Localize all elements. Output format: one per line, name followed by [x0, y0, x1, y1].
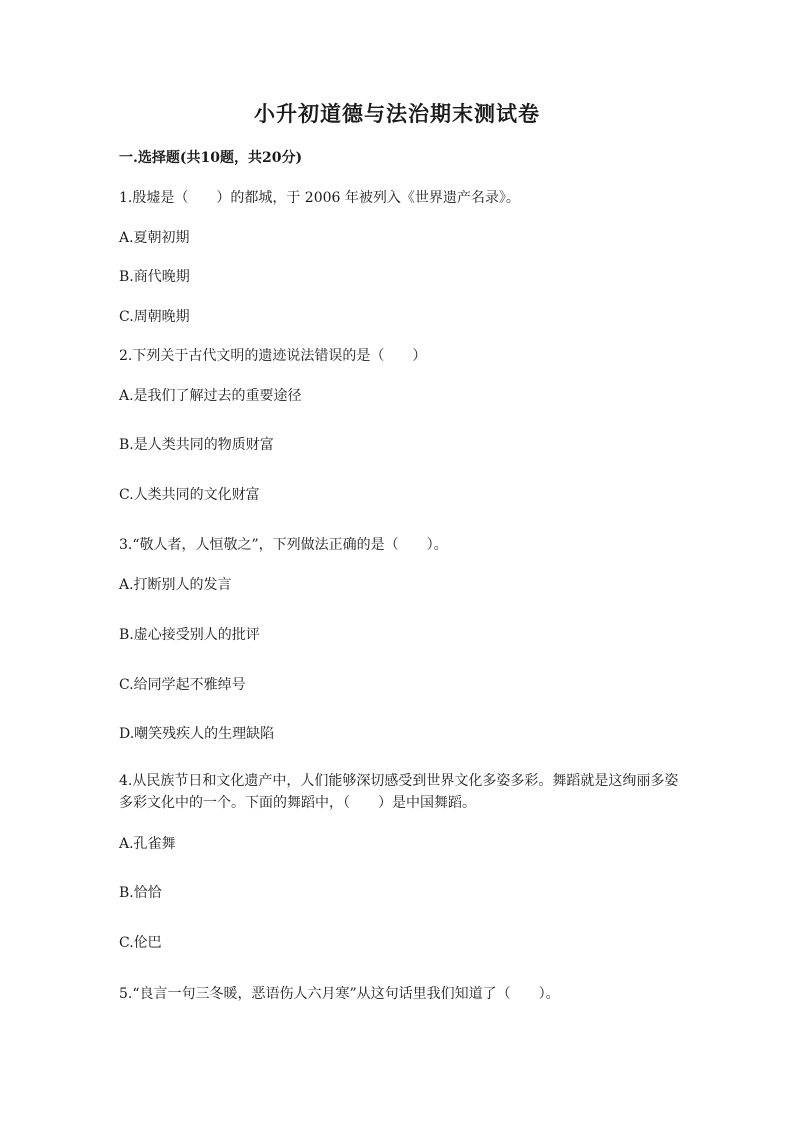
- question-2-stem: 2.下列关于古代文明的遗迹说法错误的是（ ）: [119, 348, 427, 364]
- section-heading: 一.选择题(共10题，共20分): [119, 150, 303, 166]
- question-5-stem: 5.“良言一句三冬暖，恶语伤人六月寒”从这句话里我们知道了（ ）。: [119, 986, 560, 1002]
- question-1-stem: 1.殷墟是（ ）的都城，于 2006 年被列入《世界遗产名录》。: [119, 190, 520, 206]
- question-1-option-b: B.商代晚期: [119, 269, 190, 285]
- question-3-option-d: D.嘲笑残疾人的生理缺陷: [119, 726, 275, 742]
- question-4-option-b: B.恰恰: [119, 885, 162, 901]
- question-4-option-c: C.伦巴: [119, 935, 162, 951]
- question-1-option-a: A.夏朝初期: [119, 230, 190, 246]
- question-4-stem: 4.从民族节日和文化遗产中，人们能够深切感受到世界文化多姿多彩。舞蹈就是这绚丽多姿多彩文化中的一个。下面的舞蹈中，（ ）是中国舞蹈。: [119, 773, 679, 811]
- question-2-option-a: A.是我们了解过去的重要途径: [119, 388, 302, 404]
- page-title: 小升初道德与法治期末测试卷: [254, 101, 540, 126]
- question-2-option-c: C.人类共同的文化财富: [119, 487, 260, 503]
- question-1-option-c: C.周朝晚期: [119, 309, 190, 325]
- question-3-stem: 3.“敬人者，人恒敬之”，下列做法正确的是（ ）。: [119, 537, 448, 553]
- question-3-option-b: B.虚心接受别人的批评: [119, 627, 260, 643]
- question-2-option-b: B.是人类共同的物质财富: [119, 437, 274, 453]
- question-4-option-a: A.孔雀舞: [119, 836, 176, 852]
- question-3-option-a: A.打断别人的发言: [119, 577, 232, 593]
- question-3-option-c: C.给同学起不雅绰号: [119, 677, 246, 693]
